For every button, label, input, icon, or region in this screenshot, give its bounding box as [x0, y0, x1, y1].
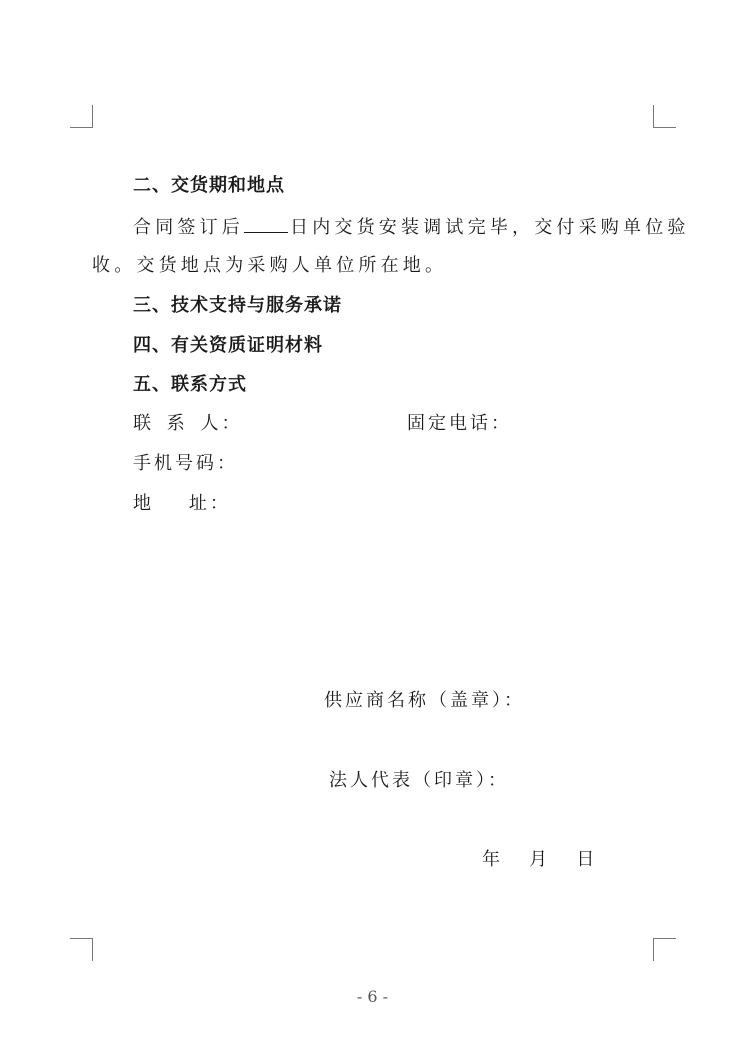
crop-mark-bottom-left — [70, 938, 93, 961]
delivery-text-after-blank: 日内交货安装调试完毕，交付采购单位验 — [290, 217, 690, 238]
section-heading-delivery: 二、交货期和地点 — [133, 175, 285, 196]
address-label: 地 址： — [133, 493, 231, 514]
section-heading-qualifications: 四、有关资质证明材料 — [133, 335, 323, 356]
crop-mark-top-left — [70, 105, 93, 128]
delivery-text-before-blank: 合同签订后 — [133, 217, 244, 238]
supplier-name-seal-label: 供应商名称（盖章）： — [324, 690, 525, 711]
delivery-paragraph-line-2: 收。交货地点为采购人单位所在地。 — [92, 255, 448, 276]
section-heading-contact: 五、联系方式 — [133, 374, 247, 395]
mobile-phone-label: 手机号码： — [133, 453, 238, 474]
delivery-days-blank — [244, 214, 288, 233]
fixed-phone-label: 固定电话： — [407, 413, 512, 434]
legal-representative-seal-label: 法人代表（印章）： — [329, 770, 509, 791]
section-heading-support: 三、技术支持与服务承诺 — [133, 295, 342, 316]
crop-mark-bottom-right — [653, 938, 676, 961]
signature-date-label: 年 月 日 — [482, 849, 598, 870]
contact-person-label: 联 系 人： — [133, 413, 243, 434]
delivery-paragraph-line-1 — [133, 214, 690, 240]
crop-mark-top-right — [653, 105, 676, 128]
page-number: - 6 - — [356, 987, 389, 1006]
